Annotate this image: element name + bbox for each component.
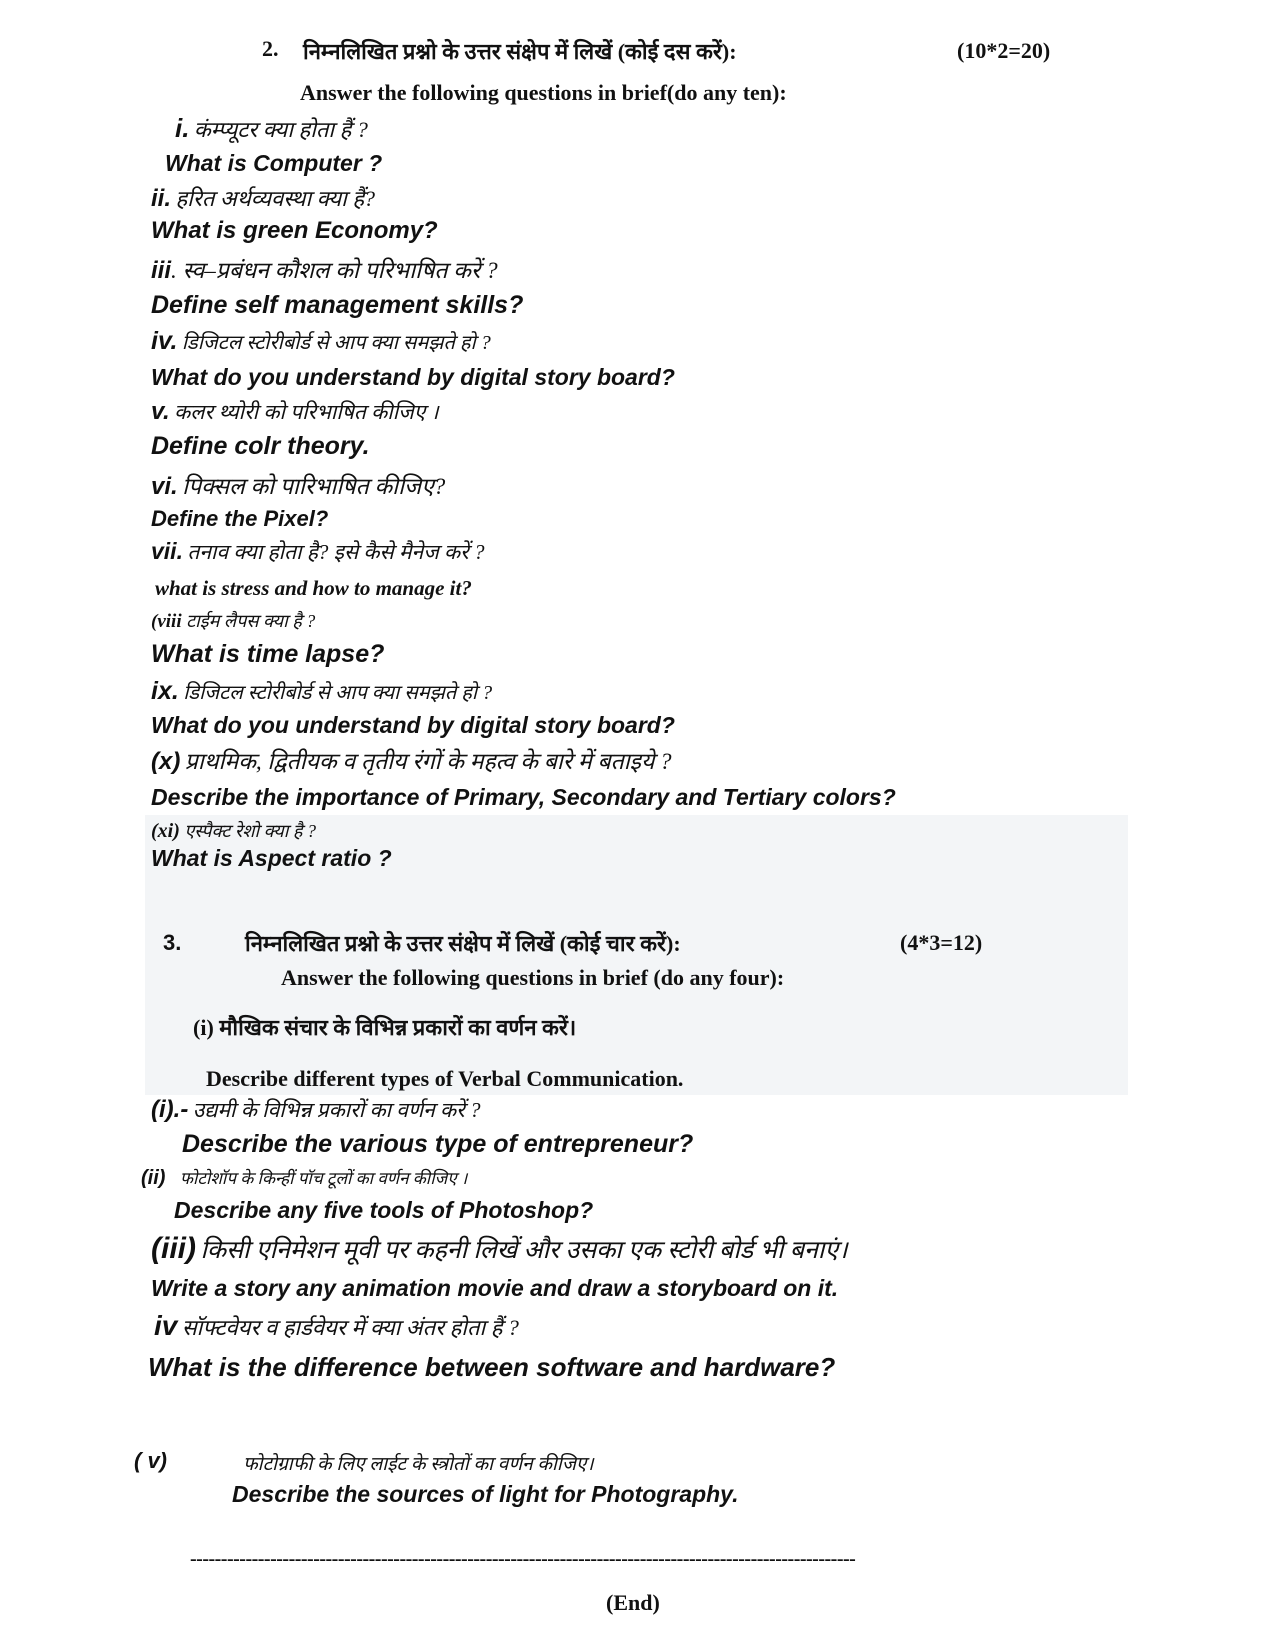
question-english: what is stress and how to manage it? [155,576,472,600]
question-hindi: उद्यमी के विभिन्न प्रकारों का वर्णन करें ? [192,1098,481,1122]
question-viii [151,609,315,633]
question-hindi: किसी एनिमेशन मूवी पर कहनी लिखें और उसका एक स्टोरी बोर्ड भी बनाएं। [200,1237,848,1264]
question-hindi: टाईम लैपस क्या है ? [186,611,316,631]
s3-question-iii [151,1232,848,1266]
question-english: Describe different types of Verbal Communication. [206,1066,684,1091]
end-label: (End) [606,1590,660,1615]
question-english: What is green Economy? [151,217,438,244]
question-hindi: फोटोशॉप के किन्हीं पॉच टूलों का वर्णन कीजिए । [179,1169,468,1188]
section-3-title-hindi: निम्नलिखित प्रश्नो के उत्तर संक्षेप में लिखें (कोई चार करें): [245,931,681,956]
question-number: i. [175,113,190,143]
question-hindi: कलर थ्योरी को परिभाषित कीजिए । [174,400,439,424]
question-vi [151,469,445,501]
question-number: (i) [193,1015,214,1040]
question-english: What is Computer ? [165,150,383,176]
question-hindi: पिक्सल को पारिभाषित कीजिए? [182,474,446,499]
s3-question-v-number: ( v) [134,1448,167,1473]
question-number: iii [151,257,172,284]
question-number: (ii) [141,1167,166,1189]
question-english: What do you understand by digital story board? [151,712,675,738]
s3-question-iv [154,1310,519,1342]
question-vii [151,538,485,566]
footer-dashed-rule: ------------------------------------------------------------------------------------------------------------ [190,1548,856,1570]
question-number: (x) [151,748,181,775]
question-english: What is the difference between software and hardware? [148,1352,836,1382]
question-english: Define colr theory. [151,432,370,460]
s3-question-i [193,1012,576,1042]
question-english: Describe the importance of Primary, Secondary and Tertiary colors? [151,784,896,810]
section-3-number: 3. [163,930,182,955]
question-hindi: एस्पैक्ट रेशो क्या है ? [184,821,316,841]
question-iv [151,327,491,356]
question-number: (iii) [151,1232,196,1265]
s3-question-i-entrepreneur [151,1096,481,1124]
question-ii [151,183,375,213]
section-2-number: 2. [262,36,279,61]
question-number: (i).- [151,1096,189,1123]
question-hindi: फोटोग्राफी के लिए लाईट के स्त्रोतों का वर्णन कीजिए। [243,1454,594,1475]
question-number: (xi) [151,820,180,842]
question-number: ix. [151,677,179,705]
question-xi [151,819,316,843]
question-iii [151,253,498,285]
question-hindi: हरित अर्थव्यवस्था क्या हैं? [175,186,376,211]
question-number: v. [151,398,170,425]
question-number: vii. [151,538,183,564]
question-english: Define the Pixel? [151,506,329,531]
question-english: Describe any five tools of Photoshop? [174,1197,594,1223]
question-english: Write a story any animation movie and draw a storyboard on it. [151,1275,839,1301]
question-hindi: सॉफ्टवेयर व हार्डवेयर में क्या अंतर होता हैं ? [181,1315,519,1340]
question-english: What do you understand by digital story board? [151,364,675,390]
section-2-title-hindi: निम्नलिखित प्रश्नो के उत्तर संक्षेप में लिखें (कोई दस करें): [303,39,737,64]
question-hindi: डिजिटल स्टोरीबोर्ड से आप क्या समझते हो ? [181,332,491,354]
question-hindi: तनाव क्या होता है? इसे कैसे मैनेज करें ? [187,540,485,564]
question-number: iv. [151,327,178,355]
question-english: What is Aspect ratio ? [151,845,392,871]
section-3-marks: (4*3=12) [900,930,983,955]
question-english: Describe the sources of light for Photography. [232,1481,739,1507]
question-number: ii. [151,185,172,212]
section-2-title-english: Answer the following questions in brief(do any ten): [300,80,787,105]
question-number: vi. [151,473,178,500]
question-english: Define self management skills? [151,291,524,319]
question-english: Describe the various type of entrepreneur? [182,1130,694,1158]
s3-question-ii [141,1166,467,1190]
question-v [151,398,439,426]
question-number: (viii [151,611,182,632]
question-hindi: प्राथमिक, द्वितीयक व तृतीय रंगों के महत्व के बारे में बताइये ? [184,749,672,774]
section-2-marks: (10*2=20) [957,38,1051,63]
question-i [175,113,368,144]
question-hindi: मौखिक संचार के विभिन्न प्रकारों का वर्णन करें। [219,1015,577,1040]
question-hindi: . स्व–प्रबंधन कौशल को परिभाषित करें ? [171,258,498,283]
question-hindi: कंम्प्यूटर क्या होता हैं ? [193,117,368,142]
question-english: What is time lapse? [151,640,385,668]
question-ix [151,677,492,706]
question-hindi: डिजिटल स्टोरीबोर्ड से आप क्या समझते हो ? [183,682,493,704]
question-x [151,744,672,776]
question-number: iv [154,1310,178,1341]
section-3-title-english: Answer the following questions in brief (do any four): [281,965,785,990]
